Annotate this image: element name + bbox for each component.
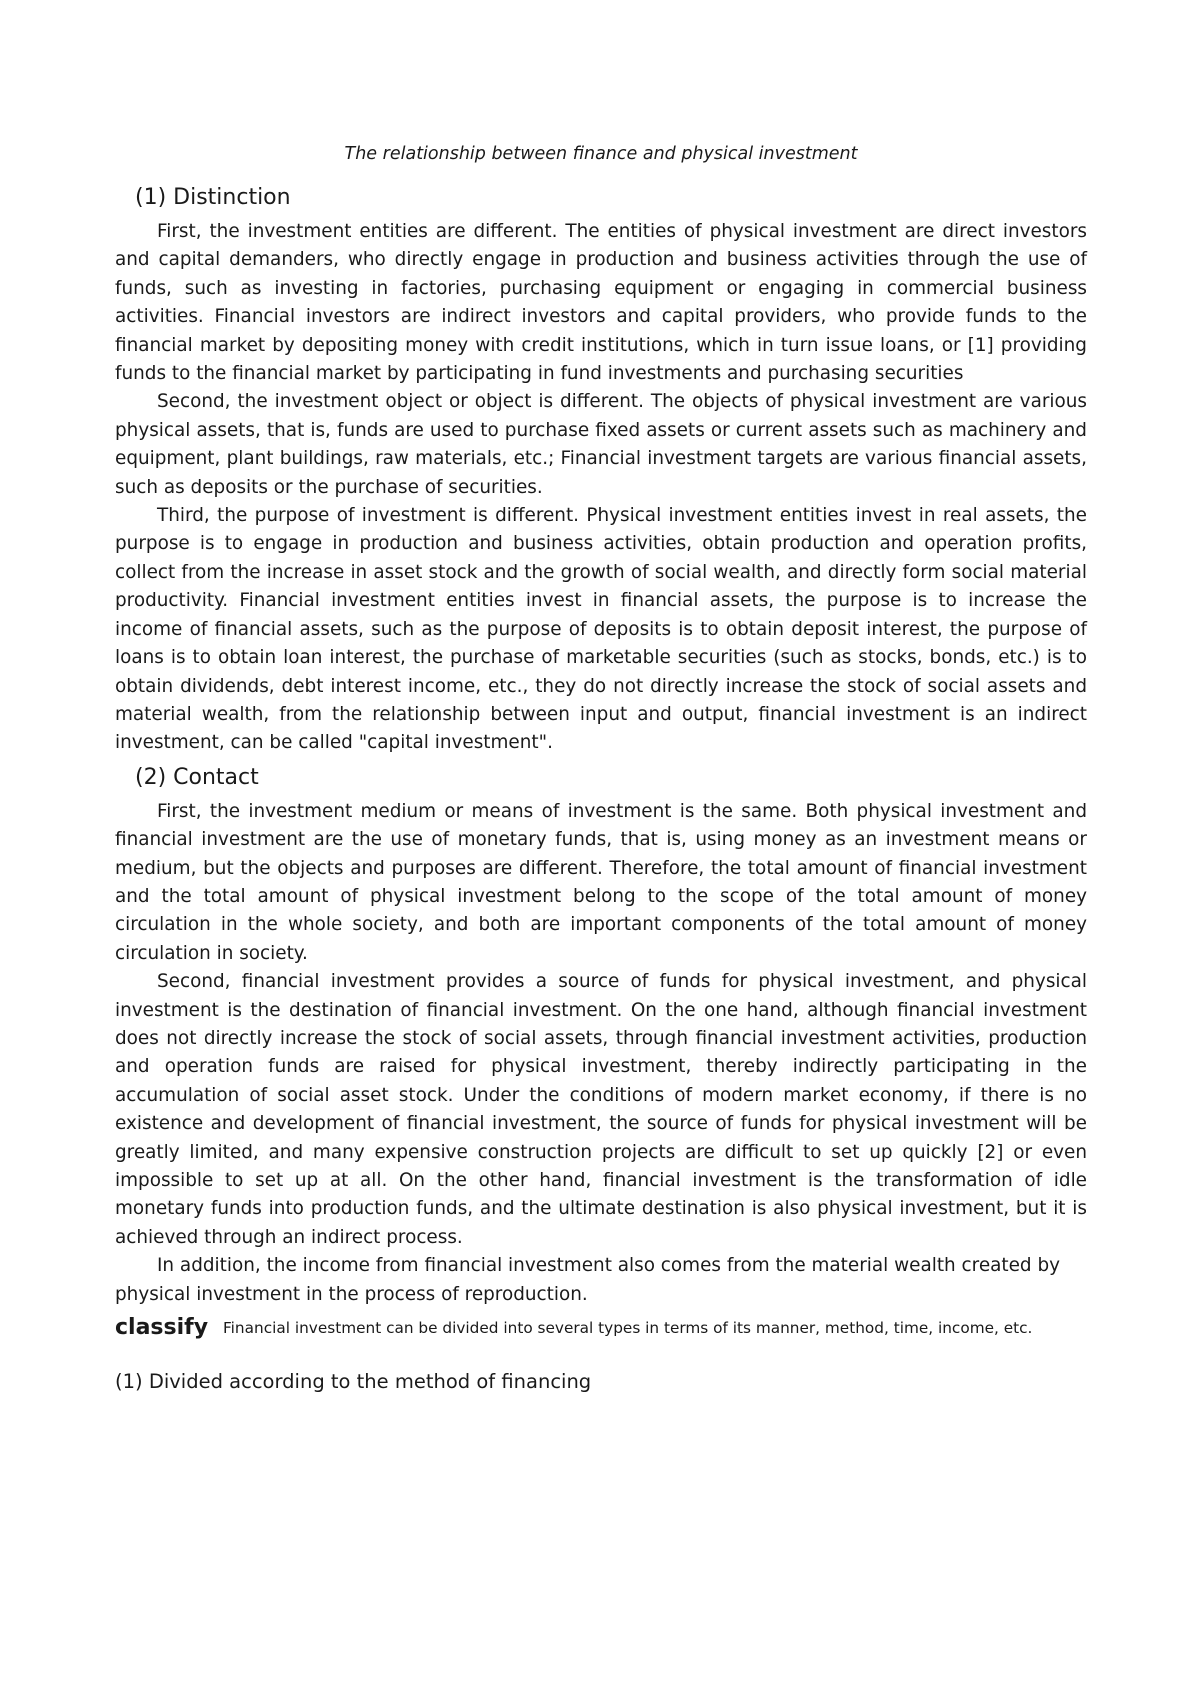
paragraph-contact-addition: In addition, the income from financial investment also comes from the material wealth created by physical investment in the process of reproduction.	[115, 1255, 1061, 1305]
paragraph-distinction-second: Second, the investment object or object is different. The objects of physical investment are various physical assets, that is, funds are used to purchase fixed assets or current assets such as machinery and equipment, plant buildings, raw materials, etc.; Financial investment targets are various financial assets, such as deposits or the purchase of securities.	[115, 391, 1087, 498]
financing-method-heading: (1) Divided according to the method of financing	[115, 1370, 592, 1394]
paragraph-distinction-first: First, the investment entities are different. The entities of physical investment are direct investors and capital demanders, who directly engage in production and business activities through the use of funds, such as investing in factories, purchasing equipment or engaging in commercial business activities. Financial investors are indirect investors and capital providers, who provide funds to the financial market by depositing money with credit institutions, which in turn issue loans, or [1] providing funds to the financial market by participating in fund investments and purchasing securities	[115, 221, 1087, 385]
paragraph-contact-first: First, the investment medium or means of investment is the same. Both physical investment and financial investment are the use of monetary funds, that is, using money as an investment means or medium, but the objects and purposes are different. Therefore, the total amount of financial investment and the total amount of physical investment belong to the scope of the total amount of money circulation in the whole society, and both are important components of the total amount of money circulation in society.	[115, 800, 1087, 964]
section-heading-distinction: (1) Distinction	[135, 185, 291, 210]
section-heading-contact: (2) Contact	[135, 764, 259, 790]
classify-description: Financial investment can be divided into several types in terms of its manner, method, time, income, etc.	[223, 1319, 1033, 1338]
paragraph-distinction-third: Third, the purpose of investment is different. Physical investment entities invest in real assets, the purpose is to engage in production and business activities, obtain production and operation profits, collect from the increase in asset stock and the growth of social wealth, and directly form social material productivity. Financial investment entities invest in financial assets, the purpose is to increase the income of financial assets, such as the purpose of deposits is to obtain deposit interest, the purpose of loans is to obtain loan interest, the purchase of marketable securities (such as stocks, bonds, etc.) is to obtain dividends, debt interest income, etc., they do not directly increase the stock of social assets and material wealth, from the relationship between input and output, financial investment is an indirect investment, can be called "capital investment".	[115, 505, 1087, 754]
document-title: The relationship between finance and physical investment	[344, 144, 858, 164]
document-page	[115, 140, 1087, 1397]
paragraph-contact-second: Second, financial investment provides a source of funds for physical investment, and physical investment is the destination of financial investment. On the one hand, although financial investment does not directly increase the stock of social assets, through financial investment activities, production and operation funds are raised for physical investment, thereby indirectly participating in the accumulation of social asset stock. Under the conditions of modern market economy, if there is no existence and development of financial investment, the source of funds for physical investment will be greatly limited, and many expensive construction projects are difficult to set up quickly [2] or even impossible to set up at all. On the other hand, financial investment is the transformation of idle monetary funds into production funds, and the ultimate destination is also physical investment, but it is achieved through an indirect process.	[115, 971, 1087, 1248]
classify-block	[115, 1313, 1087, 1343]
classify-label: classify	[115, 1315, 209, 1341]
